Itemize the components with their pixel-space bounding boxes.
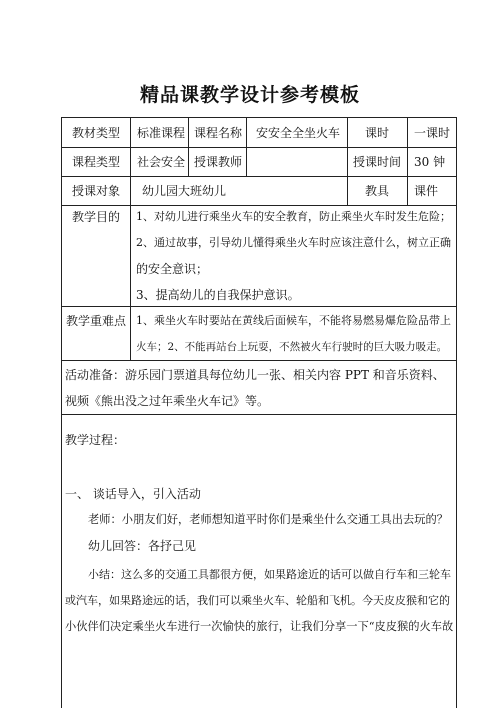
goals-label: 教学目的: [71, 210, 120, 224]
lesson-time-label: 授课时间: [353, 155, 402, 169]
table-row-divider: [62, 147, 456, 148]
process-paragraph: 小伙伴们决定乘坐火车进行一次愉快的旅行，让我们分享一下“皮皮猴的火车故: [65, 620, 454, 633]
class-hours-label: 课时: [364, 126, 389, 140]
class-hours-value: 一课时: [414, 126, 451, 140]
table-column-divider: [246, 118, 247, 176]
table-column-divider: [130, 118, 131, 176]
teacher-label: 授课教师: [194, 155, 243, 169]
teaching-aids-value: 课件: [414, 184, 439, 198]
audience-label: 授课对象: [71, 184, 120, 198]
lesson-time-value: 30 钟: [414, 155, 446, 169]
table-row-divider: [62, 360, 456, 361]
goals-line: 2、通过故事，引导幼儿懂得乘坐火车时应该注意什么，树立正确: [136, 236, 451, 249]
goals-line: 1、对幼儿进行乘坐火车的安全教育，防止乘坐火车时发生危险；: [136, 210, 451, 223]
table-row-divider: [62, 414, 456, 415]
process-paragraph: 老师：小朋友们好，老师想知道平时你们是乘坐什么交通工具出去玩的？: [88, 513, 449, 526]
process-heading: 教学过程：: [65, 433, 126, 447]
material-type-value: 标准课程: [137, 126, 186, 140]
course-name-label: 课程名称: [194, 126, 243, 140]
audience-value: 幼儿园大班幼儿: [142, 184, 227, 198]
lesson-plan-table: [61, 117, 457, 708]
process-paragraph: 小结：这么多的交通工具都很方便，如果路途近的话可以做自行车和三轮车: [88, 568, 451, 581]
goals-line: 3、提高幼儿的自我保护意识。: [136, 288, 300, 302]
table-row-divider: [62, 205, 456, 206]
table-row-divider: [62, 176, 456, 177]
course-type-label: 课程类型: [71, 155, 120, 169]
table-column-divider: [130, 176, 131, 360]
course-name-value: 安安全全坐火车: [256, 126, 341, 140]
page-title: 精品课教学设计参考模板: [139, 84, 360, 106]
keypoints-line: 火车；2、不能再站台上玩耍，不然被火车行驶时的巨大吸力吸走。: [136, 341, 448, 353]
material-type-label: 教材类型: [71, 126, 120, 140]
teaching-aids-label: 教具: [364, 184, 389, 198]
prep-line: 视频《熊出没之过年乘坐火车记》等。: [65, 394, 270, 408]
table-column-divider: [188, 118, 189, 176]
table-column-divider: [407, 118, 408, 205]
section-heading: 一、 谈话导入，引入活动: [65, 487, 201, 501]
process-paragraph: 幼儿回答：各抒己见: [88, 539, 197, 553]
table-row-divider: [62, 306, 456, 307]
keypoints-label: 教学重难点: [65, 314, 126, 328]
prep-line: 活动准备：游乐园门票道具每位幼儿一张、相关内容 PPT 和音乐资料、: [65, 368, 445, 382]
course-type-value: 社会安全: [137, 155, 186, 169]
process-paragraph: 或汽车，如果路途远的话，我们可以乘坐火车、轮船和飞机。今天皮皮猴和它的: [65, 594, 450, 607]
keypoints-line: 1、乘坐火车时要站在黄线后面候车，不能将易燃易爆危险品带上: [136, 314, 451, 327]
goals-line: 的安全意识；: [136, 262, 209, 276]
